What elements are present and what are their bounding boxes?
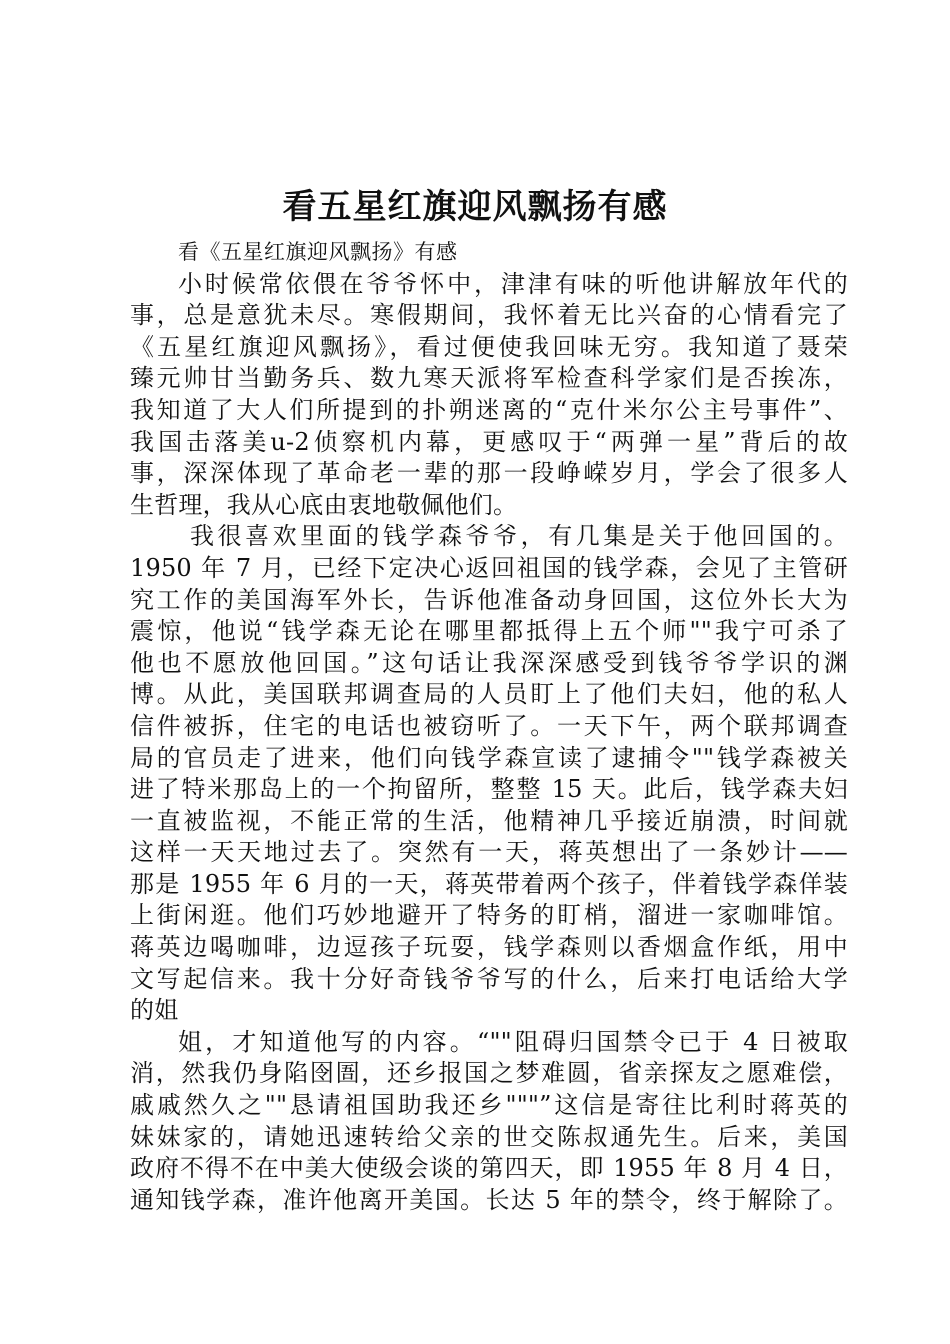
text-line: 事，深深体现了革命老一辈的那一段峥嵘岁月，学会了很多人 xyxy=(130,459,848,488)
document-subtitle: 看《五星红旗迎风飘扬》有感 xyxy=(178,240,458,264)
text-line: 进了特米那岛上的一个拘留所，整整 15 天。此后，钱学森夫妇 xyxy=(130,775,848,804)
text-line: 博。从此，美国联邦调查局的人员盯上了他们夫妇，他的私人 xyxy=(130,680,848,709)
text-line: 戚戚然久之""恳请祖国助我还乡"""”这信是寄往比利时蒋英的 xyxy=(130,1091,848,1120)
text-line: 的姐 xyxy=(130,996,179,1025)
text-line: 1950 年 7 月，已经下定决心返回祖国的钱学森，会见了主管研 xyxy=(130,553,848,582)
text-line: 臻元帅甘当勤务兵、数九寒天派将军检查科学家们是否挨冻， xyxy=(130,364,848,393)
text-line: 震惊，他说“钱学森无论在哪里都抵得上五个师""我宁可杀了 xyxy=(130,617,848,646)
text-line: 小时候常依偎在爷爷怀中，津津有味的听他讲解放年代的 xyxy=(178,269,848,298)
text-line: 信件被拆，住宅的电话也被窃听了。一天下午，两个联邦调查 xyxy=(130,711,848,740)
text-line: 我知道了大人们所提到的扑朔迷离的“克什米尔公主号事件”、 xyxy=(130,395,848,424)
text-line: 蒋英边喝咖啡，边逗孩子玩耍，钱学森则以香烟盒作纸，用中 xyxy=(130,933,848,962)
text-line: 究工作的美国海军外长，告诉他准备动身回国，这位外长大为 xyxy=(130,585,848,614)
text-line: 妹妹家的，请她迅速转给父亲的世交陈叔通先生。后来，美国 xyxy=(130,1122,848,1151)
text-line: 上街闲逛。他们巧妙地避开了特务的盯梢，溜进一家咖啡馆。 xyxy=(130,901,848,930)
text-line: 消，然我仍身陷囹圄，还乡报国之梦难圆，省亲探友之愿难偿， xyxy=(130,1059,848,1088)
text-line: 他也不愿放他回国。”这句话让我深深感受到钱爷爷学识的渊 xyxy=(130,648,848,677)
text-line: 事，总是意犹未尽。寒假期间，我怀着无比兴奋的心情看完了 xyxy=(130,301,848,330)
text-line: 这样一天天地过去了。突然有一天，蒋英想出了一条妙计—— xyxy=(130,838,848,867)
document-body xyxy=(130,237,848,1216)
text-line: 我很喜欢里面的钱学森爷爷，有几集是关于他回国的。 xyxy=(190,522,848,551)
text-line: 那是 1955 年 6 月的一天，蒋英带着两个孩子，伴着钱学森佯装 xyxy=(130,869,848,898)
text-line: 《五星红旗迎风飘扬》，看过便使我回味无穷。我知道了聂荣 xyxy=(130,332,848,361)
document-title: 看五星红旗迎风飘扬有感 xyxy=(282,187,668,227)
text-line: 生哲理，我从心底由衷地敬佩他们。 xyxy=(130,490,518,519)
text-line: 文写起信来。我十分好奇钱爷爷写的什么，后来打电话给大学 xyxy=(130,964,848,993)
text-line: 一直被监视，不能正常的生活，他精神几乎接近崩溃，时间就 xyxy=(130,806,848,835)
text-line: 我国击落美u-2侦察机内幕，更感叹于“两弹一星”背后的故 xyxy=(130,427,848,456)
text-line: 姐，才知道他写的内容。“""阻碍归国禁令已于 4 日被取 xyxy=(178,1027,848,1056)
text-line: 政府不得不在中美大使级会谈的第四天，即 1955 年 8 月 4 日， xyxy=(130,1154,848,1183)
text-line: 局的官员走了进来，他们向钱学森宣读了逮捕令""钱学森被关 xyxy=(130,743,848,772)
text-line: 通知钱学森，准许他离开美国。长达 5 年的禁令，终于解除了。 xyxy=(130,1185,848,1214)
